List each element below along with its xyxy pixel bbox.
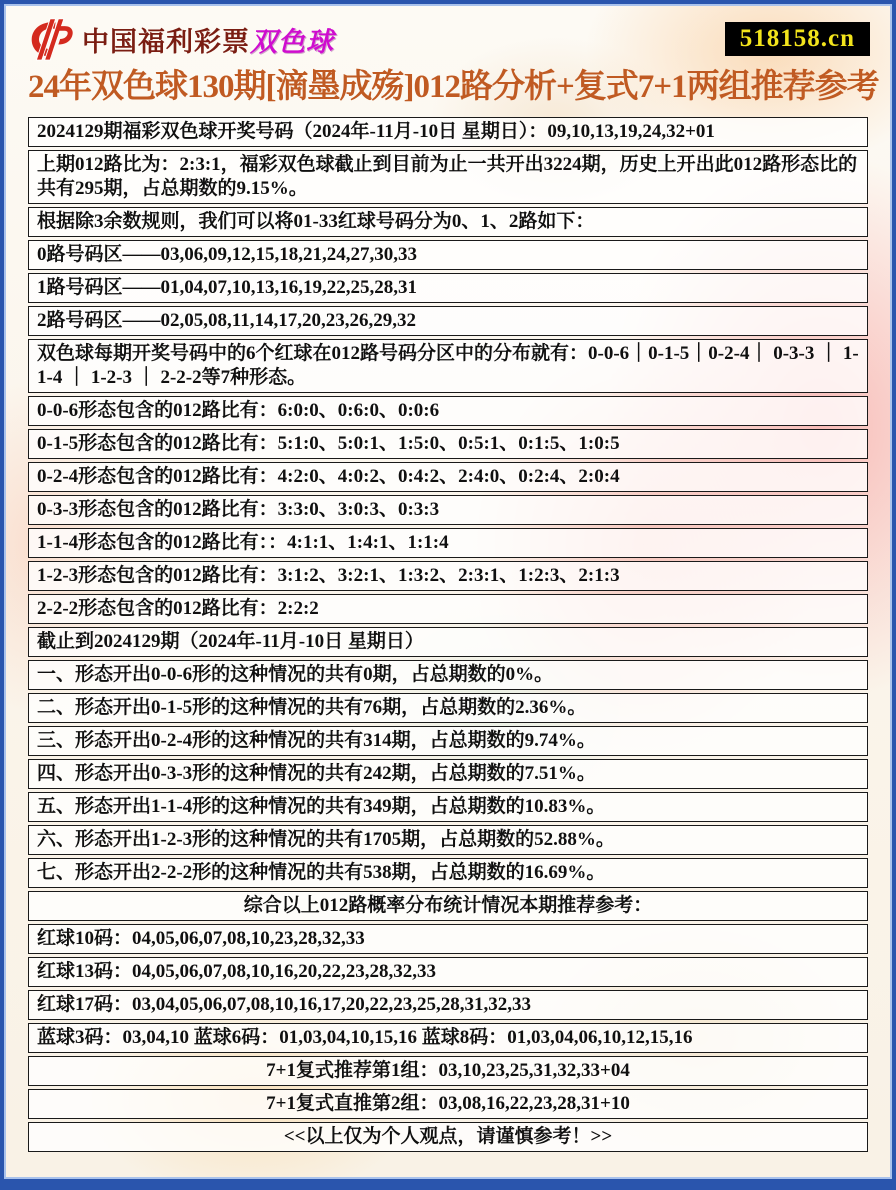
china-welfare-lottery-logo <box>28 17 334 61</box>
info-row: 2路号码区——02,05,08,11,14,17,20,23,26,29,32 <box>28 306 868 336</box>
info-row: 红球13码：04,05,06,07,08,10,16,20,22,23,28,32,33 <box>28 957 868 987</box>
page-header <box>4 4 892 62</box>
logo-text <box>82 20 334 59</box>
info-row: 0-2-4形态包含的012路比有：4:2:0、4:0:2、0:4:2、2:4:0、0:2:4、2:0:4 <box>28 462 868 492</box>
info-row: 综合以上012路概率分布统计情况本期推荐参考： <box>28 891 868 921</box>
info-row: 四、形态开出0-3-3形的这种情况的共有242期，占总期数的7.51%。 <box>28 759 868 789</box>
info-row: 蓝球3码：03,04,10 蓝球6码：01,03,04,10,15,16 蓝球8码：01,03,04,06,10,12,15,16 <box>28 1023 868 1053</box>
info-row: 七、形态开出2-2-2形的这种情况的共有538期，占总期数的16.69%。 <box>28 858 868 888</box>
info-row: 2024129期福彩双色球开奖号码（2024年-11月-10日 星期日）：09,10,13,19,24,32+01 <box>28 117 868 147</box>
info-row: 红球17码：03,04,05,06,07,08,10,16,17,20,22,23,25,28,31,32,33 <box>28 990 868 1020</box>
info-row: 7+1复式直推第2组：03,08,16,22,23,28,31+10 <box>28 1089 868 1119</box>
cp-lottery-icon <box>28 17 74 61</box>
info-row: 五、形态开出1-1-4形的这种情况的共有349期，占总期数的10.83%。 <box>28 792 868 822</box>
info-row: 六、形态开出1-2-3形的这种情况的共有1705期，占总期数的52.88%。 <box>28 825 868 855</box>
info-row: 上期012路比为：2:3:1，福彩双色球截止到目前为止一共开出3224期，历史上开出此012路形态比的共有295期，占总期数的9.15%。 <box>28 150 868 204</box>
page-title: 24年双色球130期[滴墨成殇]012路分析+复式7+1两组推荐参考 <box>28 69 879 105</box>
info-row: <<以上仅为个人观点，请谨慎参考！>> <box>28 1122 868 1152</box>
info-row: 红球10码：04,05,06,07,08,10,23,28,32,33 <box>28 924 868 954</box>
info-row: 2-2-2形态包含的012路比有：2:2:2 <box>28 594 868 624</box>
info-row: 7+1复式推荐第1组：03,10,23,25,31,32,33+04 <box>28 1056 868 1086</box>
info-row: 根据除3余数规则，我们可以将01-33红球号码分为0、1、2路如下： <box>28 207 868 237</box>
logo-text-sub: 双色球 <box>250 26 334 57</box>
info-row: 一、形态开出0-0-6形的这种情况的共有0期，占总期数的0%。 <box>28 660 868 690</box>
analysis-rows <box>28 117 868 1152</box>
info-row: 0-1-5形态包含的012路比有：5:1:0、5:0:1、1:5:0、0:5:1、0:1:5、1:0:5 <box>28 429 868 459</box>
site-watermark: 518158.cn <box>725 22 870 56</box>
info-row: 1路号码区——01,04,07,10,13,16,19,22,25,28,31 <box>28 273 868 303</box>
info-row: 0-0-6形态包含的012路比有：6:0:0、0:6:0、0:0:6 <box>28 396 868 426</box>
logo-text-main: 中国福利彩票 <box>82 26 250 57</box>
info-row: 0-3-3形态包含的012路比有：3:3:0、3:0:3、0:3:3 <box>28 495 868 525</box>
info-row: 1-1-4形态包含的012路比有：：4:1:1、1:4:1、1:1:4 <box>28 528 868 558</box>
info-row: 二、形态开出0-1-5形的这种情况的共有76期，占总期数的2.36%。 <box>28 693 868 723</box>
info-row: 截止到2024129期（2024年-11月-10日 星期日） <box>28 627 868 657</box>
info-row: 0路号码区——03,06,09,12,15,18,21,24,27,30,33 <box>28 240 868 270</box>
info-row: 双色球每期开奖号码中的6个红球在012路号码分区中的分布就有：0-0-6｜0-1-5｜0-2-4｜ 0-3-3 ｜ 1-1-4 ｜ 1-2-3 ｜ 2-2-2等7种形态。 <box>28 339 868 393</box>
info-row: 1-2-3形态包含的012路比有：3:1:2、3:2:1、1:3:2、2:3:1、1:2:3、2:1:3 <box>28 561 868 591</box>
info-row: 三、形态开出0-2-4形的这种情况的共有314期，占总期数的9.74%。 <box>28 726 868 756</box>
